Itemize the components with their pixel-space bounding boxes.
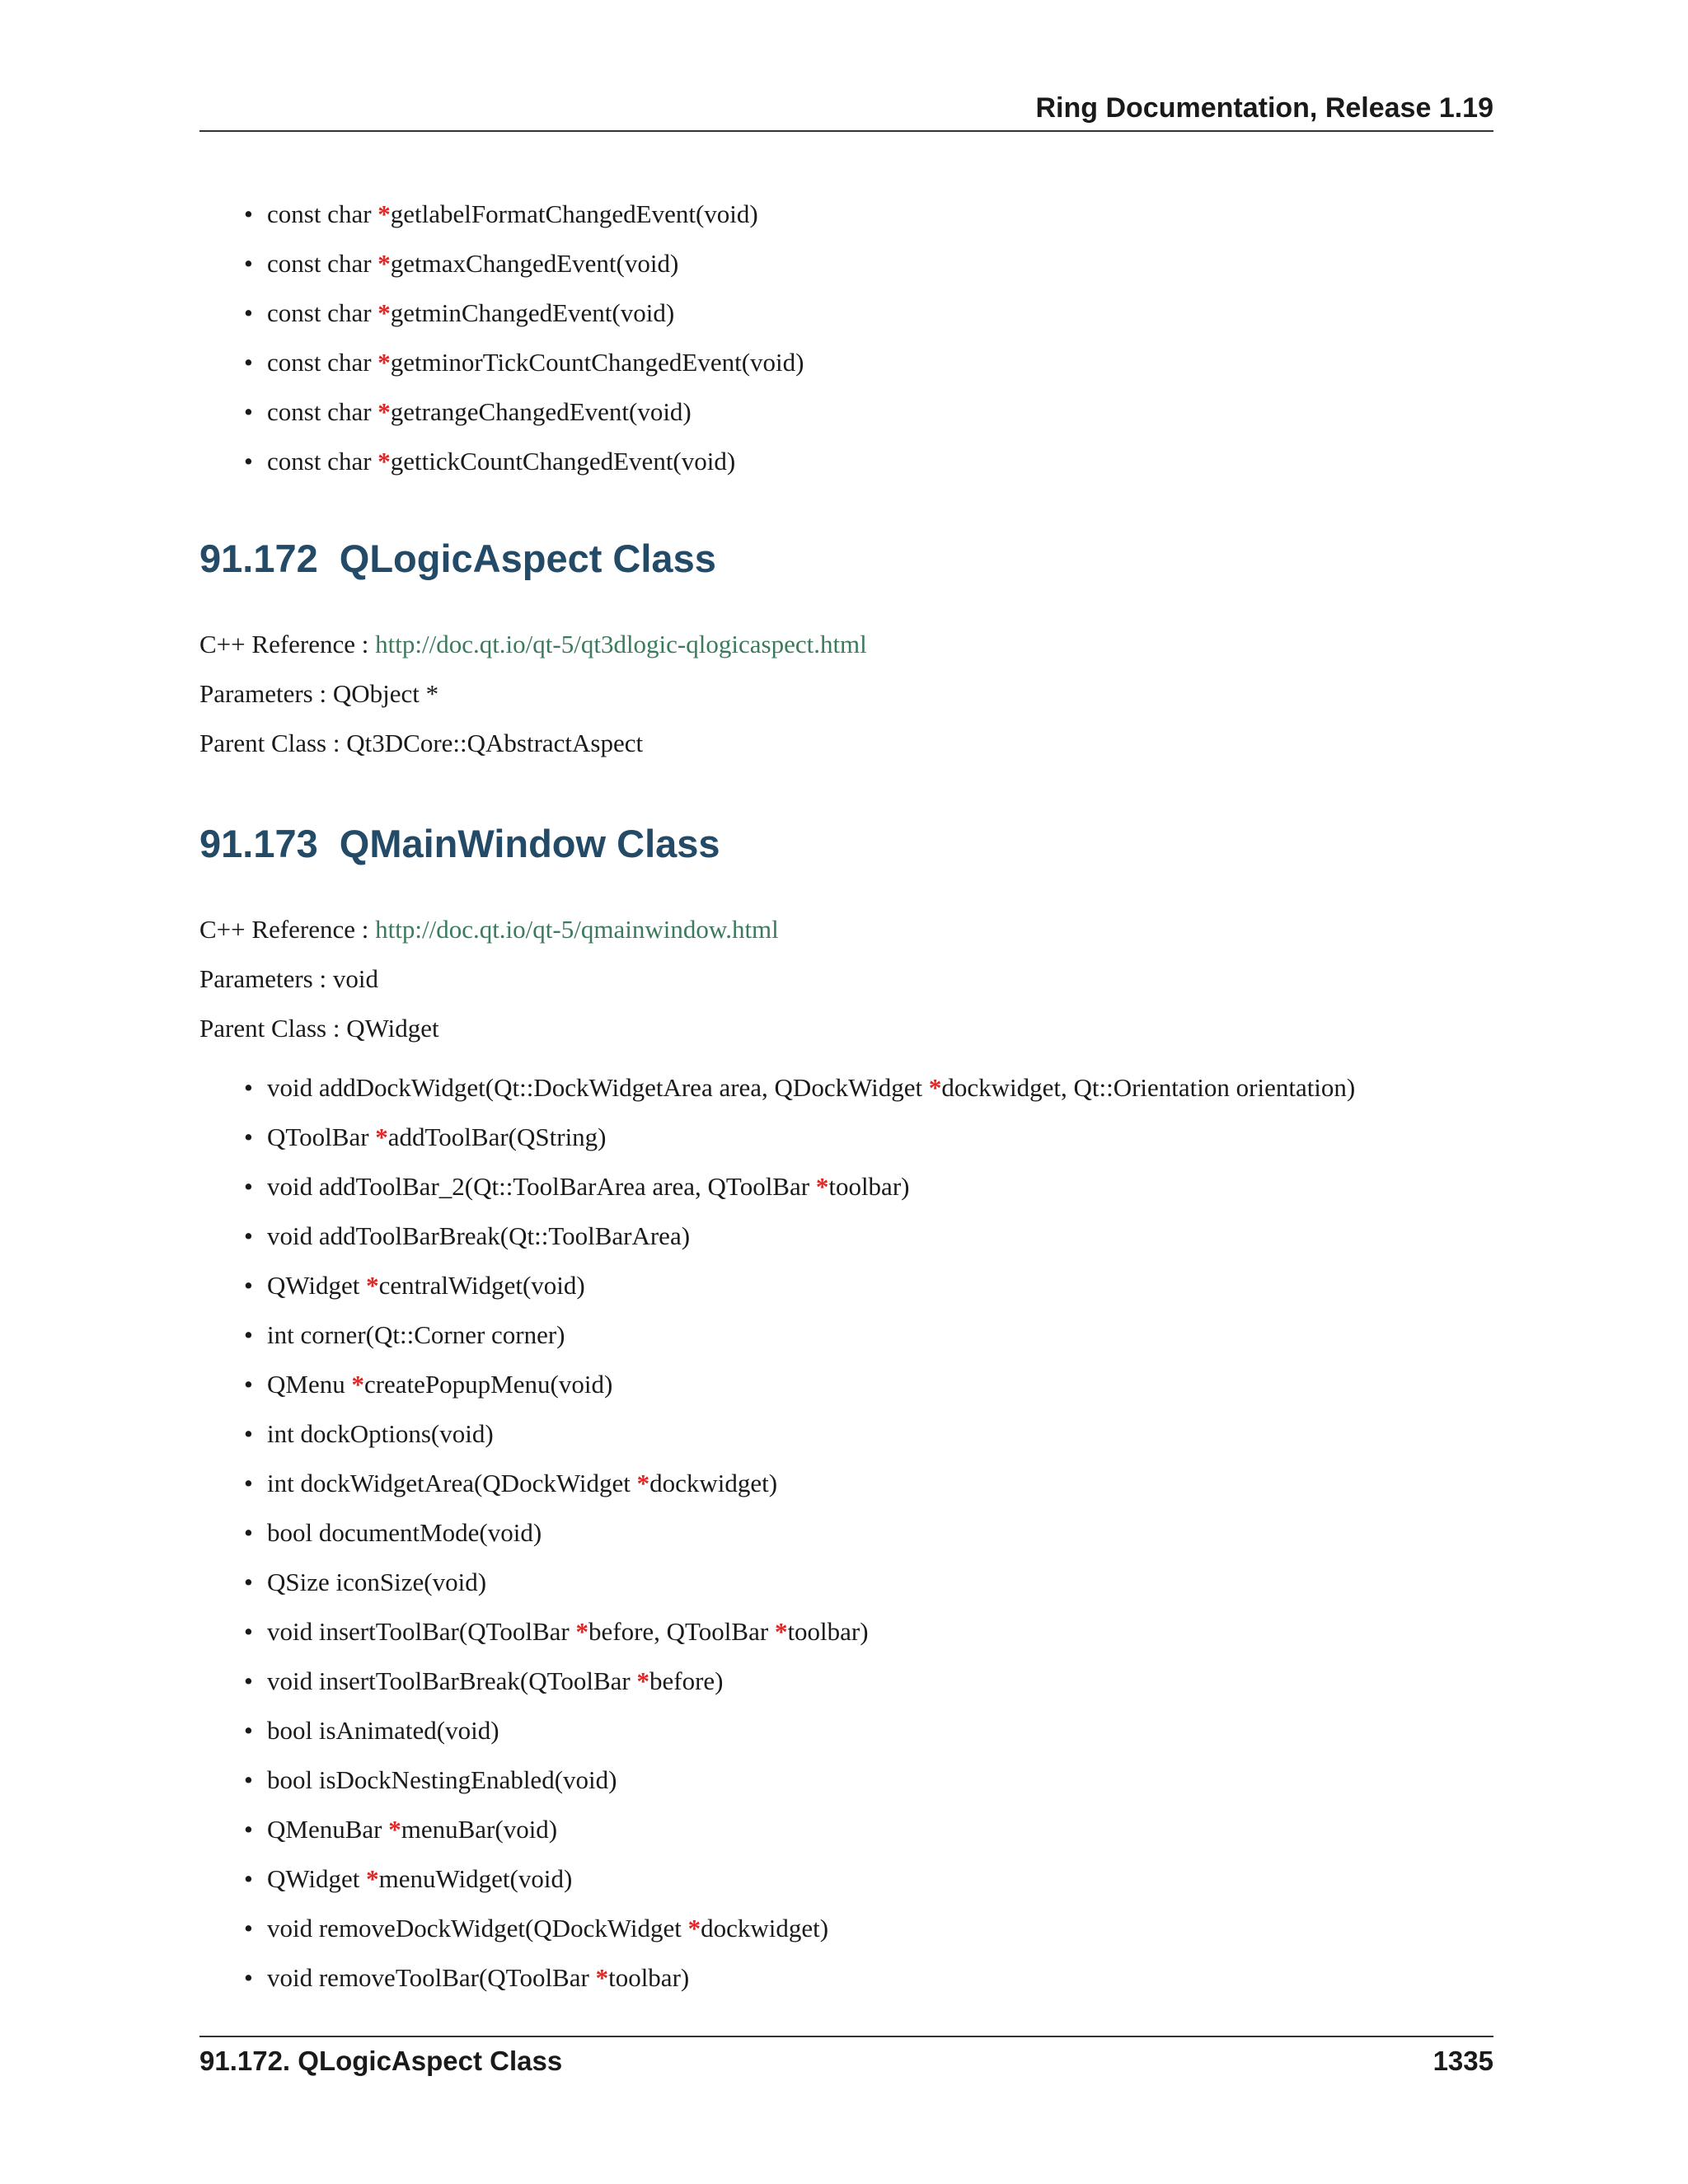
list-item bbox=[244, 1113, 1355, 1162]
signature-prefix: const char bbox=[267, 447, 378, 476]
signature-text: int corner(Qt::Corner corner) bbox=[267, 1320, 565, 1349]
signature-text: int dockOptions(void) bbox=[267, 1419, 494, 1448]
bullet-icon: • bbox=[244, 1320, 253, 1349]
pointer-star: * bbox=[377, 348, 391, 377]
signature-prefix: const char bbox=[267, 199, 378, 228]
list-item bbox=[244, 1063, 1355, 1113]
parameters-value: QObject * bbox=[332, 679, 439, 708]
signature-text: QWidget bbox=[267, 1864, 367, 1893]
signature-text: toolbar) bbox=[787, 1617, 869, 1646]
signature-text: void addToolBar_2(Qt::ToolBarArea area, QToolBar bbox=[267, 1172, 816, 1201]
bullet-icon: • bbox=[244, 1469, 253, 1497]
bullet-icon: • bbox=[244, 447, 253, 476]
pointer-star: * bbox=[375, 1122, 388, 1151]
parameters-172 bbox=[199, 679, 438, 709]
pointer-star: * bbox=[377, 199, 391, 228]
signature-text: createPopupMenu(void) bbox=[363, 1370, 613, 1399]
list-item bbox=[244, 190, 804, 239]
signature-text: void addDockWidget(Qt::DockWidgetArea area, QDockWidget bbox=[267, 1073, 929, 1102]
parent-class-label: Parent Class : bbox=[199, 1014, 347, 1043]
qmainwindow-method-list bbox=[244, 1063, 1355, 2003]
bullet-icon: • bbox=[244, 1765, 253, 1794]
parent-class-label: Parent Class : bbox=[199, 729, 347, 757]
pointer-star: * bbox=[388, 1815, 401, 1844]
list-item bbox=[244, 1657, 1355, 1706]
pointer-star: * bbox=[928, 1073, 942, 1102]
bullet-icon: • bbox=[244, 397, 253, 426]
parameters-173 bbox=[199, 964, 378, 994]
signature-text: QWidget bbox=[267, 1271, 367, 1300]
list-item bbox=[244, 1261, 1355, 1310]
section-title: QMainWindow Class bbox=[339, 822, 720, 865]
signature-text: centralWidget(void) bbox=[378, 1271, 585, 1300]
signature-text: int dockWidgetArea(QDockWidget bbox=[267, 1469, 637, 1497]
cpp-reference-link[interactable]: http://doc.qt.io/qt-5/qmainwindow.html bbox=[375, 915, 779, 944]
bullet-icon: • bbox=[244, 1864, 253, 1893]
list-item bbox=[244, 1953, 1355, 2003]
list-item bbox=[244, 1805, 1355, 1854]
signature-name: getrangeChangedEvent(void) bbox=[390, 397, 692, 426]
signature-text: QMenu bbox=[267, 1370, 352, 1399]
bullet-icon: • bbox=[244, 1963, 253, 1992]
list-item bbox=[244, 437, 804, 486]
list-item bbox=[244, 1212, 1355, 1261]
bullet-icon: • bbox=[244, 1271, 253, 1300]
parent-class-value: QWidget bbox=[346, 1014, 439, 1043]
pointer-star: * bbox=[575, 1617, 588, 1646]
signature-text: void insertToolBar(QToolBar bbox=[267, 1617, 576, 1646]
bullet-icon: • bbox=[244, 1370, 253, 1399]
parent-class-value: Qt3DCore::QAbstractAspect bbox=[346, 729, 644, 757]
signature-name: getmaxChangedEvent(void) bbox=[390, 249, 679, 278]
signature-name: getlabelFormatChangedEvent(void) bbox=[390, 199, 758, 228]
pointer-star: * bbox=[377, 447, 391, 476]
page-header bbox=[199, 89, 1493, 132]
signature-text: void removeDockWidget(QDockWidget bbox=[267, 1914, 688, 1943]
list-item bbox=[244, 1607, 1355, 1657]
bullet-icon: • bbox=[244, 1914, 253, 1943]
event-method-list bbox=[244, 190, 804, 486]
bullet-icon: • bbox=[244, 249, 253, 278]
list-item bbox=[244, 338, 804, 387]
parameters-label: Parameters : bbox=[199, 964, 333, 993]
parameters-value: void bbox=[332, 964, 378, 993]
signature-text: before, QToolBar bbox=[588, 1617, 775, 1646]
signature-prefix: const char bbox=[267, 298, 378, 327]
signature-prefix: const char bbox=[267, 249, 378, 278]
cpp-reference-label: C++ Reference : bbox=[199, 915, 376, 944]
section-heading-172 bbox=[199, 536, 716, 581]
list-item bbox=[244, 1904, 1355, 1953]
bullet-icon: • bbox=[244, 1073, 253, 1102]
list-item bbox=[244, 387, 804, 437]
signature-prefix: const char bbox=[267, 397, 378, 426]
list-item bbox=[244, 1459, 1355, 1508]
bullet-icon: • bbox=[244, 298, 253, 327]
list-item bbox=[244, 1854, 1355, 1904]
section-title: QLogicAspect Class bbox=[339, 537, 716, 580]
signature-text: QMenuBar bbox=[267, 1815, 389, 1844]
list-item bbox=[244, 1706, 1355, 1755]
bullet-icon: • bbox=[244, 1617, 253, 1646]
pointer-star: * bbox=[366, 1271, 379, 1300]
pointer-star: * bbox=[636, 1666, 650, 1695]
bullet-icon: • bbox=[244, 348, 253, 377]
signature-text: void addToolBarBreak(Qt::ToolBarArea) bbox=[267, 1221, 691, 1250]
page-number: 1335 bbox=[1432, 2046, 1493, 2076]
list-item bbox=[244, 1508, 1355, 1558]
signature-text: dockwidget) bbox=[701, 1914, 829, 1943]
list-item bbox=[244, 1162, 1355, 1212]
pointer-star: * bbox=[351, 1370, 364, 1399]
pointer-star: * bbox=[636, 1469, 650, 1497]
pointer-star: * bbox=[377, 249, 391, 278]
cpp-reference-label: C++ Reference : bbox=[199, 630, 376, 658]
signature-text: bool documentMode(void) bbox=[267, 1518, 542, 1547]
list-item bbox=[244, 1360, 1355, 1409]
signature-text: void removeToolBar(QToolBar bbox=[267, 1963, 596, 1992]
bullet-icon: • bbox=[244, 1815, 253, 1844]
signature-text: menuWidget(void) bbox=[378, 1864, 573, 1893]
cpp-reference-172 bbox=[199, 630, 867, 659]
signature-text: bool isAnimated(void) bbox=[267, 1716, 499, 1745]
list-item bbox=[244, 1558, 1355, 1607]
pointer-star: * bbox=[687, 1914, 701, 1943]
signature-name: gettickCountChangedEvent(void) bbox=[390, 447, 736, 476]
signature-text: dockwidget) bbox=[649, 1469, 778, 1497]
bullet-icon: • bbox=[244, 1172, 253, 1201]
section-number: 91.173 bbox=[199, 822, 318, 865]
signature-text: bool isDockNestingEnabled(void) bbox=[267, 1765, 617, 1794]
document-title: Ring Documentation, Release 1.19 bbox=[1035, 92, 1493, 124]
signature-text: QSize iconSize(void) bbox=[267, 1568, 487, 1596]
signature-text: before) bbox=[649, 1666, 724, 1695]
list-item bbox=[244, 1755, 1355, 1805]
parent-class-172 bbox=[199, 729, 643, 758]
bullet-icon: • bbox=[244, 1666, 253, 1695]
bullet-icon: • bbox=[244, 1568, 253, 1596]
bullet-icon: • bbox=[244, 199, 253, 228]
list-item bbox=[244, 1310, 1355, 1360]
signature-text: menuBar(void) bbox=[401, 1815, 558, 1844]
list-item bbox=[244, 1409, 1355, 1459]
signature-text: void insertToolBarBreak(QToolBar bbox=[267, 1666, 637, 1695]
parameters-label: Parameters : bbox=[199, 679, 333, 708]
pointer-star: * bbox=[377, 298, 391, 327]
section-number: 91.172 bbox=[199, 537, 318, 580]
footer-section: 91.172. QLogicAspect Class bbox=[199, 2046, 563, 2076]
pointer-star: * bbox=[815, 1172, 829, 1201]
bullet-icon: • bbox=[244, 1221, 253, 1250]
cpp-reference-173 bbox=[199, 915, 779, 944]
pointer-star: * bbox=[595, 1963, 609, 1992]
signature-name: getminChangedEvent(void) bbox=[390, 298, 675, 327]
pointer-star: * bbox=[774, 1617, 788, 1646]
signature-text: addToolBar(QString) bbox=[387, 1122, 607, 1151]
parent-class-173 bbox=[199, 1014, 439, 1043]
signature-text: QToolBar bbox=[267, 1122, 376, 1151]
signature-text: toolbar) bbox=[828, 1172, 910, 1201]
signature-text: dockwidget, Qt::Orientation orientation) bbox=[941, 1073, 1356, 1102]
section-heading-173 bbox=[199, 821, 720, 866]
bullet-icon: • bbox=[244, 1518, 253, 1547]
pointer-star: * bbox=[377, 397, 391, 426]
signature-text: toolbar) bbox=[608, 1963, 690, 1992]
bullet-icon: • bbox=[244, 1716, 253, 1745]
cpp-reference-link[interactable]: http://doc.qt.io/qt-5/qt3dlogic-qlogicaspect.html bbox=[375, 630, 867, 658]
signature-prefix: const char bbox=[267, 348, 378, 377]
pointer-star: * bbox=[366, 1864, 379, 1893]
bullet-icon: • bbox=[244, 1122, 253, 1151]
bullet-icon: • bbox=[244, 1419, 253, 1448]
list-item bbox=[244, 239, 804, 288]
signature-name: getminorTickCountChangedEvent(void) bbox=[390, 348, 804, 377]
list-item bbox=[244, 288, 804, 338]
page-footer bbox=[199, 2036, 1493, 2087]
